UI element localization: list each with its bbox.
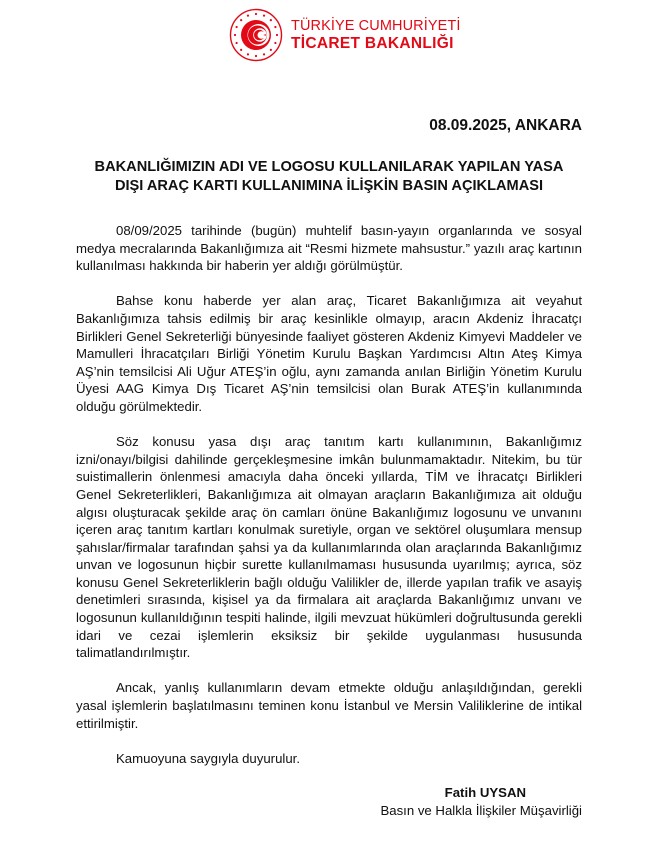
seal-star-dot bbox=[247, 53, 249, 55]
seal-star-dot bbox=[240, 49, 242, 51]
ministry-logo bbox=[229, 8, 460, 62]
document-title bbox=[76, 158, 582, 196]
seal-star-dot bbox=[255, 55, 257, 57]
paragraph: Bahse konu haberde yer alan araç, Ticaret Bakanlığımıza ait veyahut Bakanlığımıza tahsis edilmiş bir araç kesinlikle olmayıp, aracın Akdeniz İhracatçı Birlikleri Genel Sekreterliği bünyesinde faaliyet gösteren Akdeniz Kimyevi Maddeler ve Mamulleri İhracatçıları Birliği Yönetim Kurulu Başkan Yardımcısı Altın Ateş Kimya AŞ’nin temsilcisi Ali Uğur ATEŞ’in oğlu, aynı zamanda anılan Birliğin Yönetim Kurulu Üyesi AAG Kimya Dış Ticaret AŞ’nin temsilcisi olan Burak ATEŞ’in kullanımında olduğu görülmektedir. bbox=[76, 293, 582, 414]
signature-block bbox=[380, 784, 582, 819]
paragraph: Söz konusu yasa dışı araç tanıtım kartı kullanımının, Bakanlığımız izni/onayı/bilgisi dahilinde gerçekleşmesine imkân bulunmamaktadır. Nitekim, bu tür suistimallerin önlenmesi amacıyla daha önceki yıllarda, TİM ve İhracatçı Birlikleri Genel Sekreterlikleri, Bakanlığımıza ait olmayan araçların Bakanlığımıza ait olduğu algısı oluşturacak şekilde araç ön camları önüne Bakanlığımız logosunu ve unvanını içeren araç tanıtım kartları konulmak suretiyle, organ ve sektörel oluşumlara mensup şahıslar/firmalar tarafından şahsi ya da kullanımlarında olan araçlarında Bakanlığımız unvan ve logosunun hiçbir surette kullanılmaması hususunda uyarılmış; ayrıca, söz konusu Genel Sekreterliklerin bağlı olduğu Valilikler de, illerde yapılan trafik ve asayiş denetimleri sırasında, kişisel ya da firmalara ait araçlarda Bakanlığımız unvanı ve logosunun kullanıldığının tespiti halinde, ilgili mevzuat hükümleri doğrultusunda gerekli idari ve cezai işlemlerin eksiksiz bir şekilde uygulanması hususunda talimatlandırılmıştır. bbox=[76, 434, 582, 661]
paragraph: 08/09/2025 tarihinde (bugün) muhtelif basın-yayın organlarında ve sosyal medya mecralarında Bakanlığımıza ait “Resmi hizmete mahsustur.” yazılı araç kartının kullanılması hakkında bir haberin yer aldığı görülmüştür. bbox=[76, 223, 582, 274]
seal-star-dot bbox=[247, 14, 249, 16]
seal-star-dot bbox=[276, 34, 278, 36]
seal-star-dot bbox=[270, 49, 272, 51]
title-line-2: DIŞI ARAÇ KARTI KULLANIMINA İLİŞKİN BASIN AÇIKLAMASI bbox=[114, 178, 544, 194]
paragraph: Ancak, yanlış kullanımların devam etmekte olduğu anlaşıldığından, gerekli yasal işlemlerin başlatılmasını teminen konu İstanbul ve Mersin Valiliklerine de intikal ettirilmiştir. bbox=[76, 680, 582, 731]
seal-star-dot bbox=[274, 26, 276, 28]
seal-star-dot bbox=[274, 42, 276, 44]
seal-star-dot bbox=[263, 14, 265, 16]
seal-star-dot bbox=[240, 19, 242, 21]
seal-star-dot bbox=[255, 13, 257, 15]
logo-line-2: TİCARET BAKANLIĞI bbox=[291, 35, 454, 52]
seal-star-dot bbox=[234, 34, 236, 36]
seal-star-dot bbox=[263, 53, 265, 55]
logo-line-1: TÜRKİYE CUMHURİYETİ bbox=[291, 18, 461, 34]
paragraph: Kamuoyuna saygıyla duyurulur. bbox=[116, 750, 300, 766]
seal-star-dot bbox=[235, 42, 237, 44]
ministry-seal-icon bbox=[229, 8, 283, 62]
signatory-name: Fatih UYSAN bbox=[444, 785, 526, 800]
document-body bbox=[76, 222, 582, 785]
seal-star-dot bbox=[270, 19, 272, 21]
title-line-1: BAKANLIĞIMIZIN ADI VE LOGOSU KULLANILARAK YAPILAN YASA bbox=[94, 159, 564, 175]
seal-star-dot bbox=[235, 26, 237, 28]
date-place: 08.09.2025, ANKARA bbox=[429, 117, 582, 134]
signatory-office: Basın ve Halkla İlişkiler Müşavirliği bbox=[380, 802, 582, 818]
